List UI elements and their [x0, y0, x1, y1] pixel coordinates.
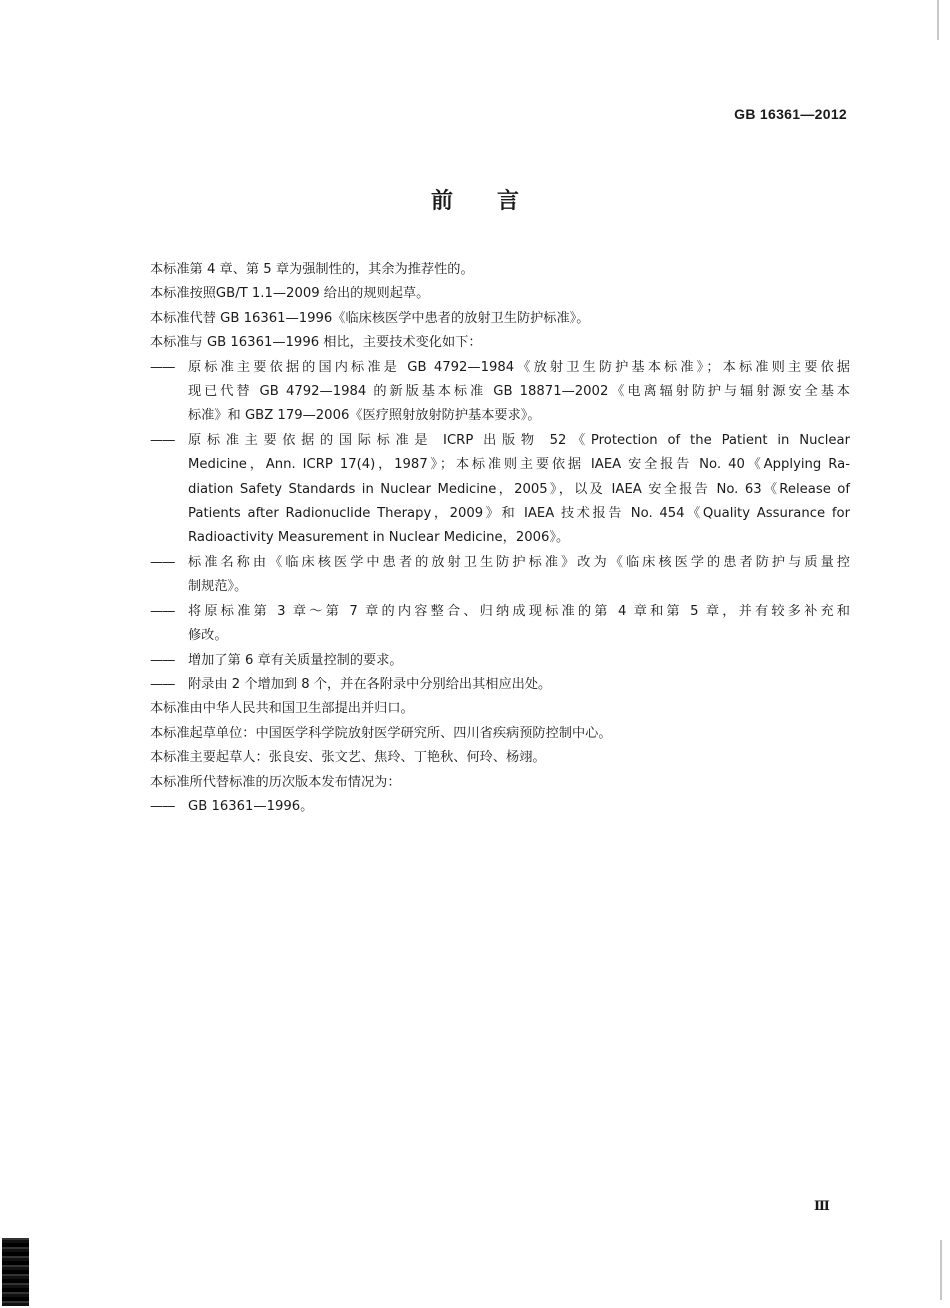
list-item-line: 标准名称由《临床核医学中患者的放射卫生防护标准》改为《临床核医学的患者防护与质量控 — [188, 554, 850, 570]
list-item — [150, 356, 850, 429]
list-item-line: Medicine，Ann. ICRP 17(4)，1987》；本标准则主要依据 IAEA 安全报告 No. 40《Applying Ra- — [188, 457, 850, 473]
list-item-line: 将原标准第 3 章～第 7 章的内容整合、归纳成现标准的第 4 章和第 5 章，并有较多补充和 — [188, 603, 850, 619]
list-item-line: 原标准主要依据的国内标准是 GB 4792—1984《放射卫生防护基本标准》；本标准则主要依据 — [188, 359, 850, 375]
list-item — [150, 673, 850, 697]
list-item-line: 原标准主要依据的国际标准是 ICRP 出版物 52《Protection of the Patient in Nuclear — [188, 432, 850, 448]
list-item — [150, 551, 850, 600]
list-item-line: Patients after Radionuclide Therapy，2009》和 IAEA 技术报告 No. 454《Quality Assurance for — [188, 506, 850, 522]
page-number: Ⅲ — [814, 1199, 830, 1214]
standard-number: GB 16361—2012 — [734, 106, 847, 122]
paragraph-changes-intro: 本标准与 GB 16361—1996 相比，主要技术变化如下： — [150, 335, 482, 351]
list-item-line: 制规范》。 — [188, 579, 248, 595]
paragraph-replaces: 本标准代替 GB 16361—1996《临床核医学中患者的放射卫生防护标准》。 — [150, 310, 590, 326]
paragraph-mandatory-chapters: 本标准第 4 章、第 5 章为强制性的，其余为推荐性的。 — [150, 262, 474, 277]
scan-edge-mark — [937, 0, 939, 40]
dash-marker: —— — [150, 798, 175, 814]
dash-marker: —— — [150, 359, 175, 375]
list-item — [150, 649, 850, 673]
page-title: 前言 — [430, 189, 563, 214]
list-item-text: 附录由 2 个增加到 8 个，并在各附录中分别给出其相应出处。 — [188, 676, 552, 692]
list-item — [150, 795, 850, 819]
list-item-text: 增加了第 6 章有关质量控制的要求。 — [188, 652, 403, 668]
scan-edge-mark — [2, 1238, 29, 1306]
paragraph-drafters: 本标准主要起草人：张良安、张文艺、焦玲、丁艳秋、何玲、杨翊。 — [150, 750, 546, 766]
dash-marker: —— — [150, 554, 175, 570]
list-item-line: diation Safety Standards in Nuclear Medicine，2005》，以及 IAEA 安全报告 No. 63《Release of — [188, 481, 850, 497]
list-item — [150, 429, 850, 551]
dash-marker: —— — [150, 603, 175, 619]
list-item-text: GB 16361—1996。 — [188, 798, 314, 814]
list-item-line: Radioactivity Measurement in Nuclear Medicine，2006》。 — [188, 530, 570, 546]
list-item — [150, 600, 850, 649]
list-item-line: 标准》和 GBZ 179—2006《医疗照射放射防护基本要求》。 — [188, 408, 541, 424]
paragraph-previous-editions: 本标准所代替标准的历次版本发布情况为： — [150, 774, 401, 790]
dash-marker: —— — [150, 676, 175, 692]
dash-marker: —— — [150, 432, 175, 448]
paragraph-drafting-units: 本标准起草单位：中国医学科学院放射医学研究所、四川省疾病预防控制中心。 — [150, 725, 612, 741]
list-item-line: 现已代替 GB 4792—1984 的新版基本标准 GB 18871—2002《电离辐射防护与辐射源安全基本 — [188, 384, 850, 400]
dash-marker: —— — [150, 652, 175, 668]
paragraph-drafting-rules: 本标准按照GB/T 1.1—2009 给出的规则起草。 — [150, 286, 430, 302]
foreword-body — [150, 258, 850, 819]
paragraph-proposed-by: 本标准由中华人民共和国卫生部提出并归口。 — [150, 701, 414, 717]
list-item-line: 修改。 — [188, 628, 228, 644]
scan-edge-mark — [940, 1240, 942, 1300]
